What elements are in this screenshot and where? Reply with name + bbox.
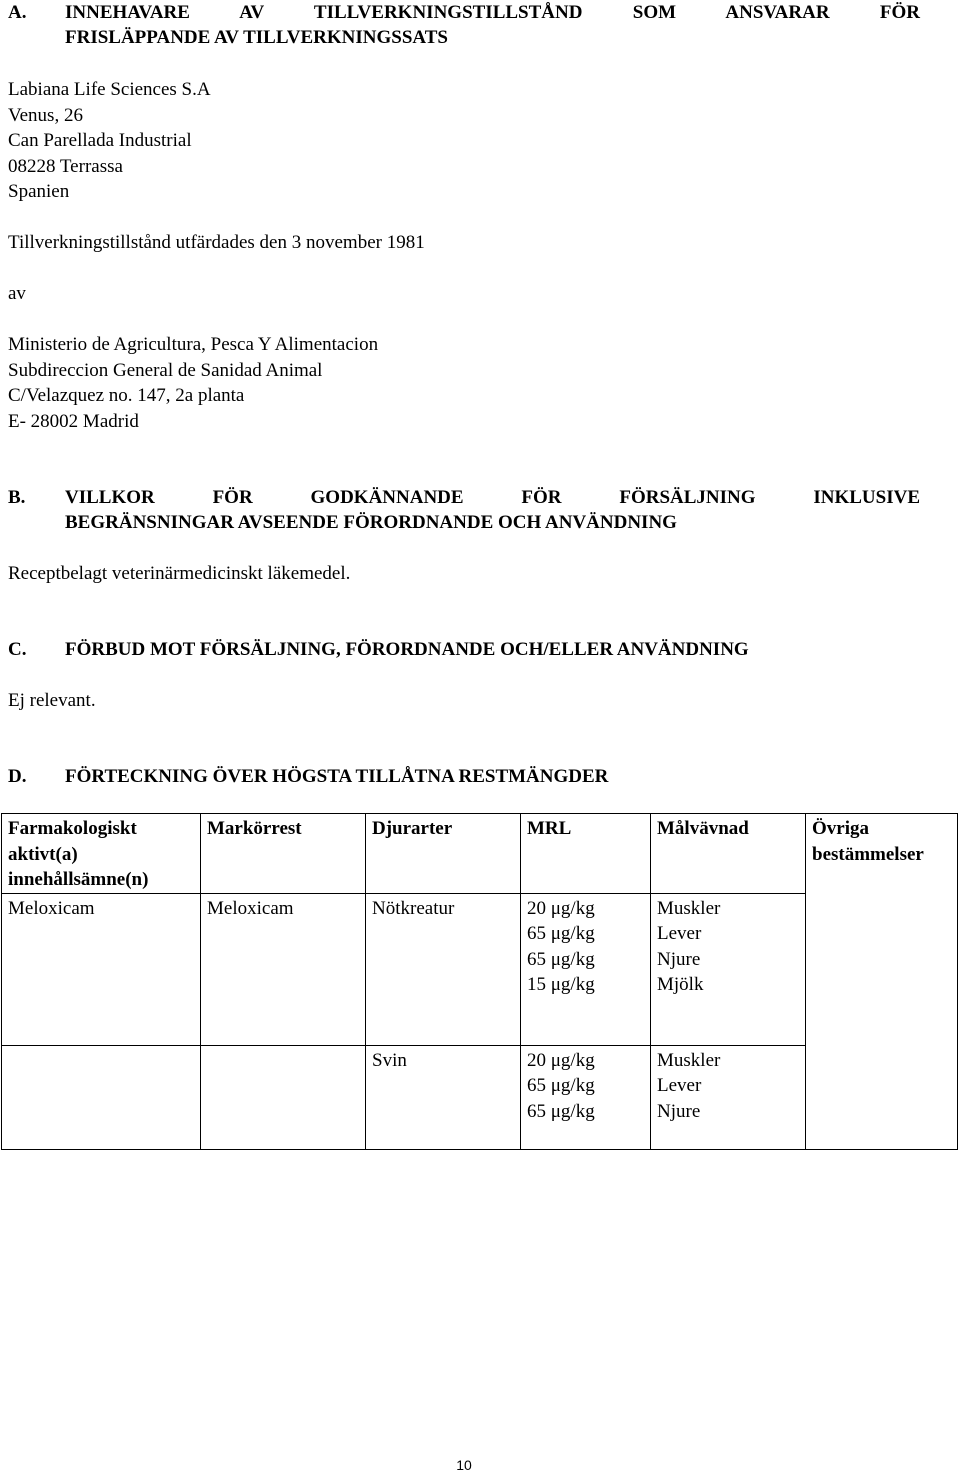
holder-line: 08228 Terrassa: [8, 155, 123, 177]
section-d-heading: [8, 764, 608, 789]
cell-mrl: 20 μg/kg 65 μg/kg 65 μg/kg: [521, 1045, 651, 1149]
header-substance: Farmakologiskt aktivt(a) innehållsämne(n): [2, 814, 201, 894]
cell-species: Svin: [366, 1045, 521, 1149]
mrl-table: [1, 813, 958, 1150]
section-b-body: Receptbelagt veterinärmedicinskt läkemedel.: [8, 563, 351, 584]
section-c-heading: [8, 637, 749, 662]
page-number: 10: [456, 1457, 472, 1473]
cell-species: Nötkreatur: [366, 893, 521, 1045]
header-species: Djurarter: [366, 814, 521, 894]
cell-target: Muskler Lever Njure: [651, 1045, 806, 1149]
issued-statement: [8, 230, 425, 255]
holder-line: Spanien: [8, 181, 70, 202]
table-header-row: [2, 814, 958, 894]
header-mrl: MRL: [521, 814, 651, 894]
cell-marker: Meloxicam: [201, 893, 366, 1045]
section-b-title-line2: BEGRÄNSNINGAR AVSEENDE FÖRORDNANDE OCH ANVÄNDNING: [65, 512, 677, 533]
issued-by: av: [8, 283, 26, 304]
section-d-letter: D.: [8, 766, 27, 787]
issued-label: Tillverkningstillstånd utfärdades den: [8, 232, 287, 253]
cell-substance: [2, 1045, 201, 1149]
holder-address: [8, 77, 211, 205]
holder-line: Venus, 26: [8, 104, 83, 126]
section-c-letter: C.: [8, 639, 27, 660]
authority-line: Ministerio de Agricultura, Pesca Y Alimentacion: [8, 334, 379, 355]
section-c-body: Ej relevant.: [8, 690, 96, 711]
section-b-title-line1: VILLKOR FÖR GODKÄNNANDE FÖR FÖRSÄLJNING INKLUSIVE: [65, 487, 920, 508]
authority-address: [8, 332, 378, 434]
cell-marker: [201, 1045, 366, 1149]
holder-line: Can Parellada Industrial: [8, 130, 192, 151]
section-a-heading: [8, 0, 920, 50]
authority-line: C/Velazquez no. 147, 2a planta: [8, 385, 245, 406]
header-other: Övriga bestämmelser: [806, 814, 958, 1150]
cell-target: Muskler Lever Njure Mjölk: [651, 893, 806, 1045]
header-target: Målvävnad: [651, 814, 806, 894]
cell-substance: Meloxicam: [2, 893, 201, 1045]
section-b-heading: [8, 485, 920, 535]
section-a-title-line2: FRISLÄPPANDE AV TILLVERKNINGSSATS: [65, 27, 448, 48]
section-d-title: FÖRTECKNING ÖVER HÖGSTA TILLÅTNA RESTMÄNGDER: [65, 766, 609, 787]
header-marker: Markörrest: [201, 814, 366, 894]
issued-date: 3 november 1981: [291, 232, 425, 253]
section-a-letter: A.: [8, 2, 27, 23]
authority-line: E- 28002 Madrid: [8, 410, 139, 432]
authority-line: Subdireccion General de Sanidad Animal: [8, 359, 323, 381]
cell-mrl: 20 μg/kg 65 μg/kg 65 μg/kg 15 μg/kg: [521, 893, 651, 1045]
section-b-letter: B.: [8, 487, 26, 508]
section-a-title-line1: INNEHAVARE AV TILLVERKNINGSTILLSTÅND SOM ANSVARAR FÖR: [65, 2, 920, 23]
section-c-title: FÖRBUD MOT FÖRSÄLJNING, FÖRORDNANDE OCH/ELLER ANVÄNDNING: [65, 639, 749, 660]
holder-line: Labiana Life Sciences S.A: [8, 79, 211, 100]
